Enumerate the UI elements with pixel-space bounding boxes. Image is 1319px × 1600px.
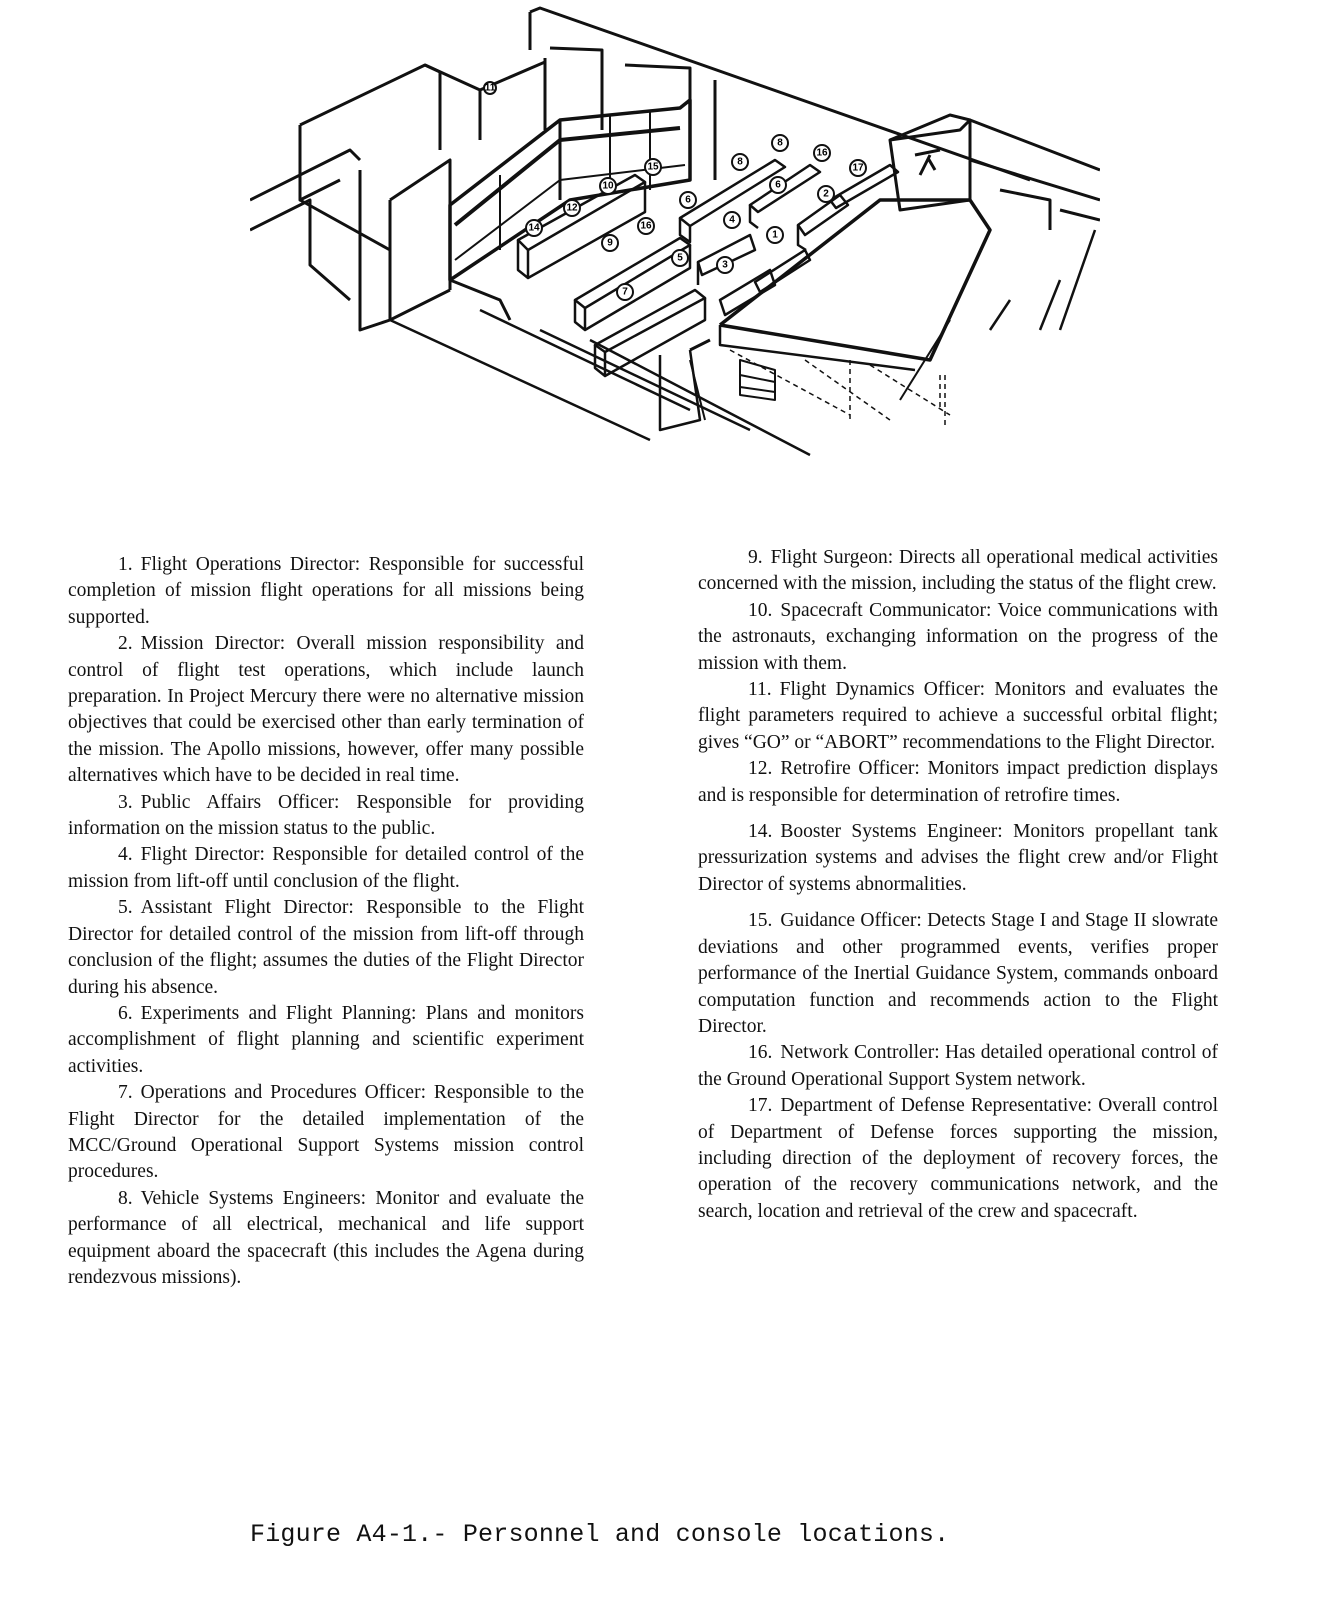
position-title: Department of Defense Representative:	[780, 1095, 1093, 1117]
svg-text:11: 11	[484, 82, 496, 94]
position-item-7: 7. Operations and Procedures Officer: Responsible to the Flight Director for the detailed implementation of the MCC/Ground Operational Support Systems mission control procedures.	[68, 1082, 584, 1183]
position-title: Experiments and Flight Planning:	[140, 1002, 417, 1024]
svg-text:17: 17	[852, 162, 864, 174]
position-item-8: 8. Vehicle Systems Engineers: Monitor and evaluate the performance of all electrical, mechanical and life support equipment aboard the spacecraft (this includes the Agena during rendezvous missions).	[68, 1187, 584, 1288]
position-description: Responsible for successful completion of mission flight operations for all missions being supported.	[68, 554, 585, 628]
console-label-15	[645, 159, 661, 175]
console-label-8b	[772, 135, 788, 151]
position-title: Flight Surgeon:	[770, 547, 894, 568]
position-item-10: 10. Spacecraft Communicator: Voice communications with the astronauts, exchanging information on the progress of the mission with them.	[698, 599, 1218, 674]
console-label-2	[818, 186, 834, 202]
position-description: Directs all operational medical activities concerned with the mission, including the status of the flight crew.	[698, 547, 1219, 595]
position-item-17: 17. Department of Defense Representative: Overall control of Department of Defense forces supporting the mission, including direction of the deployment of recovery forces, the operation of the recovery communications network, and the search, location and retrieval of the crew and spacecraft.	[698, 1095, 1218, 1222]
position-description: Overall control of Department of Defense forces supporting the mission, including direction of the deployment of recovery forces, the operation of the recovery communications network, and the search, location and retrieval of the crew and spacecraft.	[698, 1095, 1218, 1222]
position-item-3: 3. Public Affairs Officer: Responsible for providing information on the mission status to the public.	[68, 791, 584, 840]
console-label-16	[814, 145, 830, 161]
svg-text:15: 15	[647, 161, 659, 173]
control-room-drawing	[250, 0, 1100, 460]
svg-text:1: 1	[772, 229, 778, 241]
position-description: Responsible for detailed control of the mission from lift-off until conclusion of the flight.	[68, 844, 584, 892]
position-title: Operations and Procedures Officer:	[140, 1082, 426, 1104]
console-label-6a	[680, 192, 696, 208]
console-label-8	[732, 154, 748, 170]
position-item-11: 11. Flight Dynamics Officer: Monitors and evaluates the flight parameters required to achieve a successful orbital flight; gives “GO” or “ABORT” recommendations to the Flight Director.	[698, 679, 1218, 753]
console-label-9	[602, 235, 618, 251]
position-description: Monitors impact prediction displays and is responsible for determination of retrofire times.	[698, 758, 1218, 806]
position-item-5: 5. Assistant Flight Director: Responsible to the Flight Director for detailed control of the mission from lift-off through conclusion of the flight; assumes the duties of the Flight Director during his absence.	[68, 897, 584, 998]
position-item-6: 6. Experiments and Flight Planning: Plans and monitors accomplishment of flight planning and scientific experiment activities.	[68, 1002, 584, 1077]
position-item-2: 2. Mission Director: Overall mission responsibility and control of flight test operations, which include launch preparation. In Project Mercury there were no alternative mission objectives that could be exercised other than early termination of the mission. The Apollo missions, however, offer many possible alternatives which have to be decided in real time.	[68, 633, 585, 787]
position-title: Flight Operations Director:	[140, 554, 361, 575]
back-wall-top	[530, 8, 1030, 180]
console-label-6	[770, 177, 786, 193]
control-room-illustration	[250, 0, 1100, 460]
position-title: Guidance Officer:	[780, 910, 922, 932]
svg-text:14: 14	[528, 222, 540, 234]
position-description: Responsible for providing information on the mission status to the public.	[68, 791, 584, 840]
console-label-1	[767, 227, 783, 243]
console-label-10	[600, 178, 616, 194]
svg-text:5: 5	[677, 252, 683, 264]
console-label-16a	[638, 218, 654, 234]
right-column	[698, 545, 1218, 1225]
position-title: Retrofire Officer:	[780, 758, 920, 780]
console-label-17	[850, 160, 866, 176]
position-title: Network Controller:	[780, 1042, 940, 1064]
position-title: Flight Director:	[140, 844, 265, 866]
console-label-4	[724, 212, 740, 228]
position-description: Plans and monitors accomplishment of flight planning and scientific experiment activities.	[68, 1002, 584, 1077]
position-description: Responsible to the Flight Director for detailed control of the mission from lift-off through conclusion of the flight; assumes the duties of the Flight Director during his absence.	[68, 897, 584, 998]
position-description: Has detailed operational control of the Ground Operational Support System network.	[698, 1042, 1218, 1090]
console-label-12	[564, 200, 580, 216]
position-title: Assistant Flight Director:	[140, 897, 354, 919]
left-column	[68, 552, 584, 1291]
svg-text:2: 2	[823, 188, 829, 200]
position-description: Monitors propellant tank pressurization systems and advises the flight crew and/or Flight Director of systems abnormalities.	[698, 821, 1218, 895]
svg-text:4: 4	[729, 214, 735, 226]
position-description: Monitors and evaluates the flight parameters required to achieve a successful orbital flight; gives “GO” or “ABORT” recommendations to the Flight Director.	[698, 679, 1218, 753]
position-item-12: 12. Retrofire Officer: Monitors impact prediction displays and is responsible for determination of retrofire times.	[698, 758, 1218, 806]
position-title: Spacecraft Communicator:	[780, 599, 992, 621]
position-item-1: 1. Flight Operations Director: Responsible for successful completion of mission flight operations for all missions being supported.	[68, 554, 585, 628]
console-label-7	[617, 284, 633, 300]
svg-text:12: 12	[566, 202, 578, 214]
svg-text:7: 7	[622, 286, 628, 298]
position-description: Overall mission responsibility and control of flight test operations, which include launch preparation. In Project Mercury there were no alternative mission objectives that could be exercised other than early termination of the mission. The Apollo missions, however, offer many possible alternatives which have to be decided in real time.	[68, 633, 585, 787]
position-title: Public Affairs Officer:	[140, 791, 340, 813]
position-item-15: 15. Guidance Officer: Detects Stage I and Stage II slowrate deviations and other programmed events, verifies proper performance of the Inertial Guidance System, commands onboard computation function and recommends action to the Flight Director.	[698, 910, 1218, 1037]
svg-text:6: 6	[775, 179, 781, 191]
position-title: Flight Dynamics Officer:	[779, 679, 986, 701]
console-label-3	[717, 257, 733, 273]
console-label-11	[484, 82, 496, 94]
position-item-16: 16. Network Controller: Has detailed operational control of the Ground Operational Support System network.	[698, 1042, 1218, 1090]
position-item-4: 4. Flight Director: Responsible for detailed control of the mission from lift-off until conclusion of the flight.	[68, 844, 584, 892]
svg-text:8: 8	[737, 156, 743, 168]
position-description: Responsible to the Flight Director for the detailed implementation of the MCC/Ground Operational Support Systems mission control procedures.	[68, 1082, 584, 1183]
position-description: Detects Stage I and Stage II slowrate deviations and other programmed events, verifies proper performance of the Inertial Guidance System, commands onboard computation function and recommends action to the Flight Director.	[698, 910, 1218, 1037]
position-item-14: 14. Booster Systems Engineer: Monitors propellant tank pressurization systems and advises the flight crew and/or Flight Director of systems abnormalities.	[698, 821, 1218, 895]
svg-text:10: 10	[602, 180, 614, 192]
svg-text:16: 16	[816, 147, 828, 159]
svg-text:3: 3	[722, 259, 728, 271]
svg-text:9: 9	[607, 237, 613, 249]
svg-text:6: 6	[685, 194, 691, 206]
console-label-5	[672, 250, 688, 266]
position-title: Booster Systems Engineer:	[780, 821, 1003, 843]
position-description: Voice communications with the astronauts, exchanging information on the progress of the mission with them.	[698, 599, 1218, 674]
position-item-9: 9. Flight Surgeon: Directs all operational medical activities concerned with the mission, including the status of the flight crew.	[698, 547, 1219, 595]
console-label-14	[526, 220, 542, 236]
svg-text:8: 8	[777, 137, 783, 149]
position-description: Monitor and evaluate the performance of all electrical, mechanical and life support equipment aboard the spacecraft (this includes the Agena during rendezvous missions).	[68, 1187, 584, 1288]
svg-text:16: 16	[640, 220, 652, 232]
position-title: Vehicle Systems Engineers:	[140, 1187, 367, 1209]
position-title: Mission Director:	[140, 633, 286, 655]
figure-caption: Figure A4-1.- Personnel and console locations.	[250, 1520, 950, 1549]
